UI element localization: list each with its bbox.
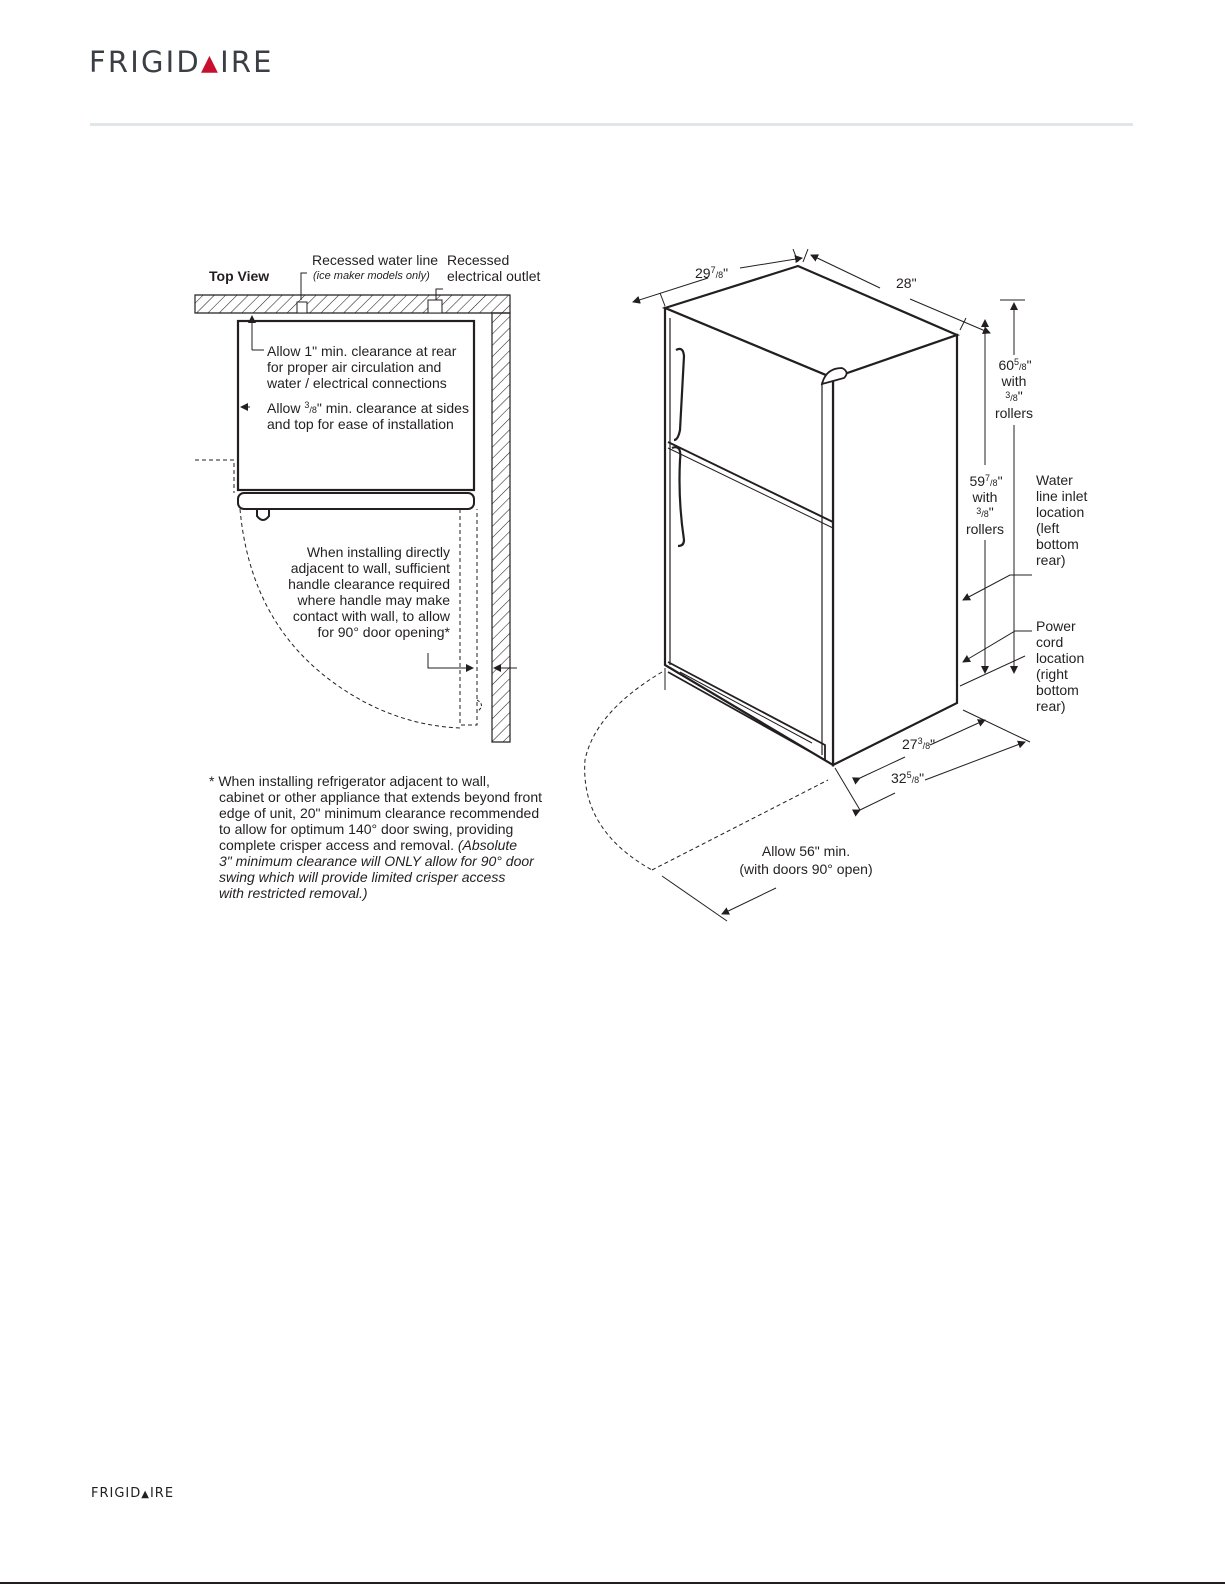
footer-divider xyxy=(0,1582,1225,1584)
water-line-recess xyxy=(297,302,307,313)
dim-height-body xyxy=(966,473,1004,537)
water-line-label: Recessed water line xyxy=(312,252,439,268)
power-cord-line: Power xyxy=(1036,618,1076,634)
dim-height-total xyxy=(995,357,1033,421)
outlet-label-1: Recessed xyxy=(447,252,510,268)
footnote-line: cabinet or other appliance that extends beyond front xyxy=(219,789,542,805)
handle-note-line: where handle may make xyxy=(297,592,450,608)
handle-note-line: contact with wall, to allow xyxy=(292,608,450,624)
footnote-italic-line: swing which will provide limited crisper access xyxy=(219,869,506,885)
water-inlet-line: (left xyxy=(1036,520,1060,536)
frigidaire-logo: FRIGID▲IRE xyxy=(89,45,274,79)
power-cord-line: (right xyxy=(1036,666,1068,682)
footnote-line: to allow for optimum 140° door swing, providing xyxy=(219,821,514,837)
water-inlet-line: line inlet xyxy=(1036,488,1088,504)
footer-triangle-icon: ▲ xyxy=(141,1489,150,1500)
handle-note-line: When installing directly xyxy=(306,544,450,560)
power-cord-line: rear) xyxy=(1036,698,1066,714)
footnote xyxy=(209,773,542,901)
power-cord-label xyxy=(1036,618,1084,714)
footnote-line: complete crisper access and removal. (Absolute xyxy=(219,837,518,853)
handle-note-line: for 90° door opening* xyxy=(317,624,450,640)
dim-height-body-value: $59^7_/8$" xyxy=(969,473,1003,489)
fridge-top-door xyxy=(238,493,474,509)
water-line-note: (ice maker models only) xyxy=(313,270,430,282)
power-cord-line: cord xyxy=(1036,634,1064,650)
fridge-side-face xyxy=(833,335,957,765)
handle-note-line: handle clearance required xyxy=(288,576,450,592)
rear-wall xyxy=(195,295,510,313)
water-inlet-line: rear) xyxy=(1036,552,1066,568)
brand-triangle-icon: ▲ xyxy=(200,51,221,76)
fridge-front-face xyxy=(665,308,833,765)
side-clearance-line-2: and top for ease of installation xyxy=(267,416,454,432)
footnote-line: * When installing refrigerator adjacent to wall, xyxy=(209,773,490,789)
water-inlet-line: Water xyxy=(1036,472,1073,488)
allow-open-label: Allow 56" min. xyxy=(761,843,851,859)
power-cord-line: location xyxy=(1036,650,1085,666)
outlet-label-2: electrical outlet xyxy=(447,268,541,284)
water-inlet-line: location xyxy=(1036,504,1085,520)
fridge-3d-drawing xyxy=(665,266,957,765)
handle-note-line: adjacent to wall, sufficient xyxy=(290,560,450,576)
rear-clearance-line-2: for proper air circulation and xyxy=(267,359,442,375)
dim-height-body-rollers: rollers xyxy=(965,521,1005,537)
footnote-italic-line: 3" minimum clearance will ONLY allow for 90° door xyxy=(219,853,534,869)
dim-height-total-rollers: rollers xyxy=(994,405,1034,421)
dim-width-label: $29^7_/8$" xyxy=(695,265,729,281)
dim-height-body-frac: $^3_/$8" xyxy=(976,504,994,520)
allow-open-note: (with doors 90° open) xyxy=(739,861,873,877)
fridge-top-handle xyxy=(257,509,269,520)
dim-depth-door-label: $32^5_/8$" xyxy=(891,770,925,786)
dim-height-total-frac: $^3_/$8" xyxy=(1005,388,1023,404)
dim-depth-body-label: $27^3_/8$" xyxy=(902,736,936,752)
outlet-recess xyxy=(428,300,442,313)
footnote-line: edge of unit, 20" minimum clearance recommended xyxy=(219,805,540,821)
dim-depth-label: 28" xyxy=(896,275,917,291)
dim-height-total-with: with xyxy=(1001,373,1027,389)
rear-clearance-line-1: Allow 1" min. clearance at rear xyxy=(267,343,457,359)
power-cord-line: bottom xyxy=(1036,682,1079,698)
footnote-italic-line: with restricted removal.) xyxy=(219,885,368,901)
side-wall xyxy=(492,313,510,742)
side-clearance-line-1: Allow $^3_/$8" min. clearance at sides xyxy=(267,400,469,416)
rear-clearance-line-3: water / electrical connections xyxy=(267,375,447,391)
dim-height-total-value: $60^5_/8$" xyxy=(998,357,1032,373)
dim-height-body-with: with xyxy=(972,489,998,505)
handle-note xyxy=(288,544,451,640)
top-view-title: Top View xyxy=(209,268,270,284)
footer-logo: FRIGID▲IRE xyxy=(91,1486,175,1501)
water-inlet-label xyxy=(1036,472,1087,568)
water-inlet-line: bottom xyxy=(1036,536,1079,552)
